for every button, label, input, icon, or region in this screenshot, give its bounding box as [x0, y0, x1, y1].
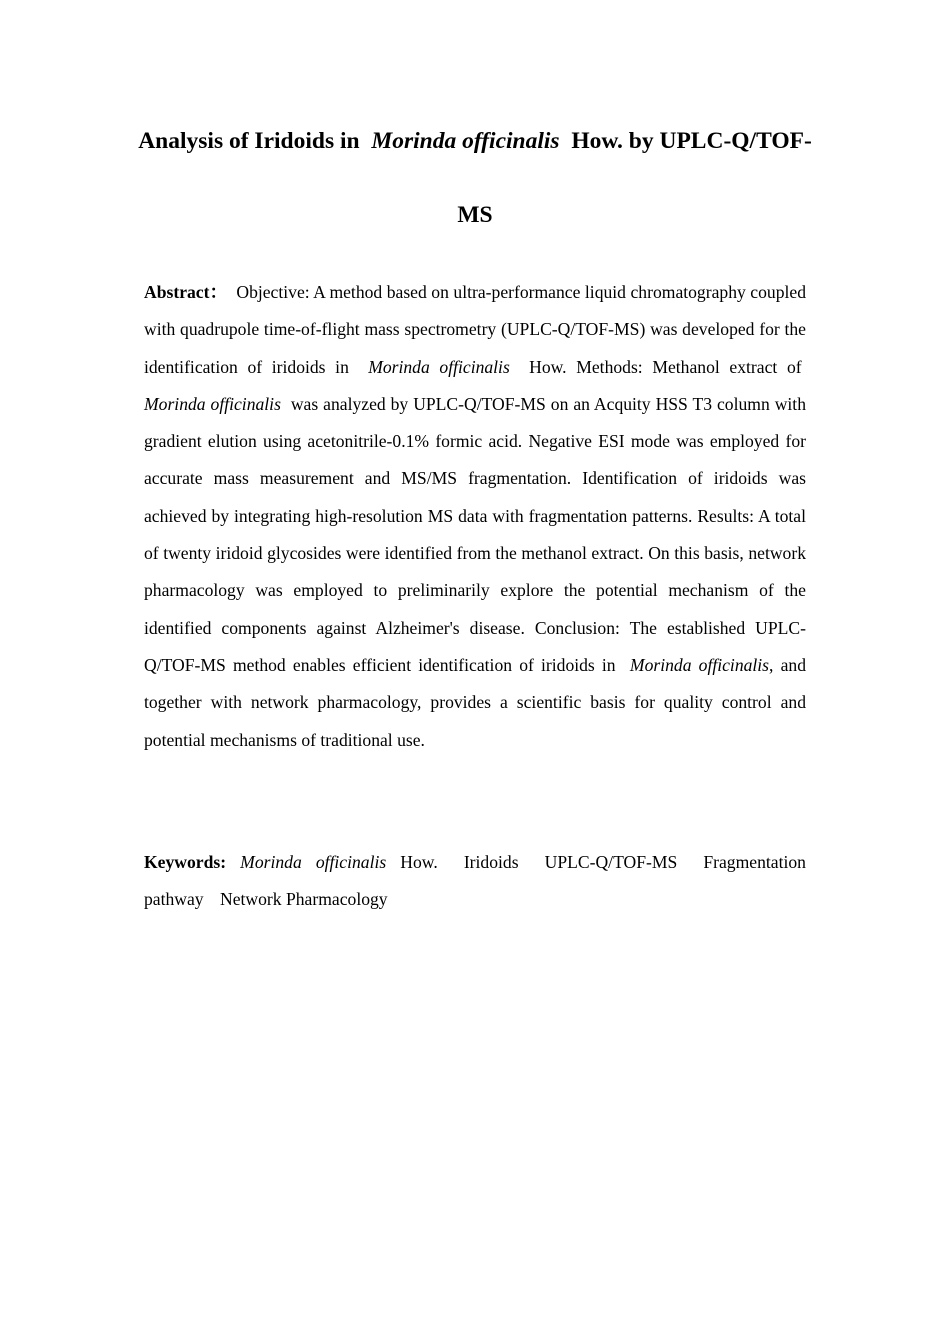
abstract-species-2: Morinda officinalis — [144, 393, 281, 414]
title-species: Morinda officinalis — [371, 128, 560, 154]
abstract-species-3: Morinda officinalis — [629, 654, 770, 675]
keyword-species: Morinda officinalis — [240, 852, 387, 872]
abstract-label: Abstract： — [144, 282, 228, 302]
keywords — [144, 844, 806, 919]
paper-title — [130, 104, 820, 252]
keywords-label: Keywords: — [144, 852, 227, 872]
keyword-species-suffix: How. — [400, 852, 438, 872]
keyword-network-pharmacology: Network Pharmacology — [220, 889, 388, 910]
keyword-fragmentation: Fragmentation pathway — [144, 852, 806, 910]
title-part-2: How. by UPLC-Q/TOF-MS — [457, 128, 812, 228]
title-part-1: Analysis of Iridoids in — [138, 128, 360, 154]
keyword-uplc: UPLC-Q/TOF-MS — [544, 852, 678, 872]
abstract-results-conclusion: was analyzed by UPLC-Q/TOF-MS on an Acquity HSS T3 column with gradient elution using acetonitrile-0.1% formic acid. Negative ESI mode was employed for accurate mass measurement and MS/MS fragmentation. Identification of iridoids was achieved by integrating high-resolution MS data with fragmentation patterns. Results: A total of twenty iridoid glycosides were identified from the methanol extract. On this basis, network pharmacology was employed to preliminarily explore the potential mechanism of the identified components against Alzheimer's disease. Conclusion: The established UPLC-Q/TOF-MS method enables efficient identification of iridoids in — [144, 393, 806, 675]
abstract-species-1: Morinda officinalis — [368, 356, 510, 377]
keyword-iridoids: Iridoids — [463, 852, 519, 872]
abstract-methods: How. Methods: Methanol extract of — [529, 356, 802, 377]
abstract — [144, 274, 806, 759]
abstract-objective: Objective: A method based on ultra-performance liquid chromatography coupled with quadrupole time-of-flight mass spectrometry (UPLC-Q/TOF-MS) was developed for the identification of iridoids in — [144, 282, 807, 377]
abstract-closing: , and together with network pharmacology, provides a scientific basis for quality control and potential mechanisms of traditional use. — [144, 654, 806, 750]
